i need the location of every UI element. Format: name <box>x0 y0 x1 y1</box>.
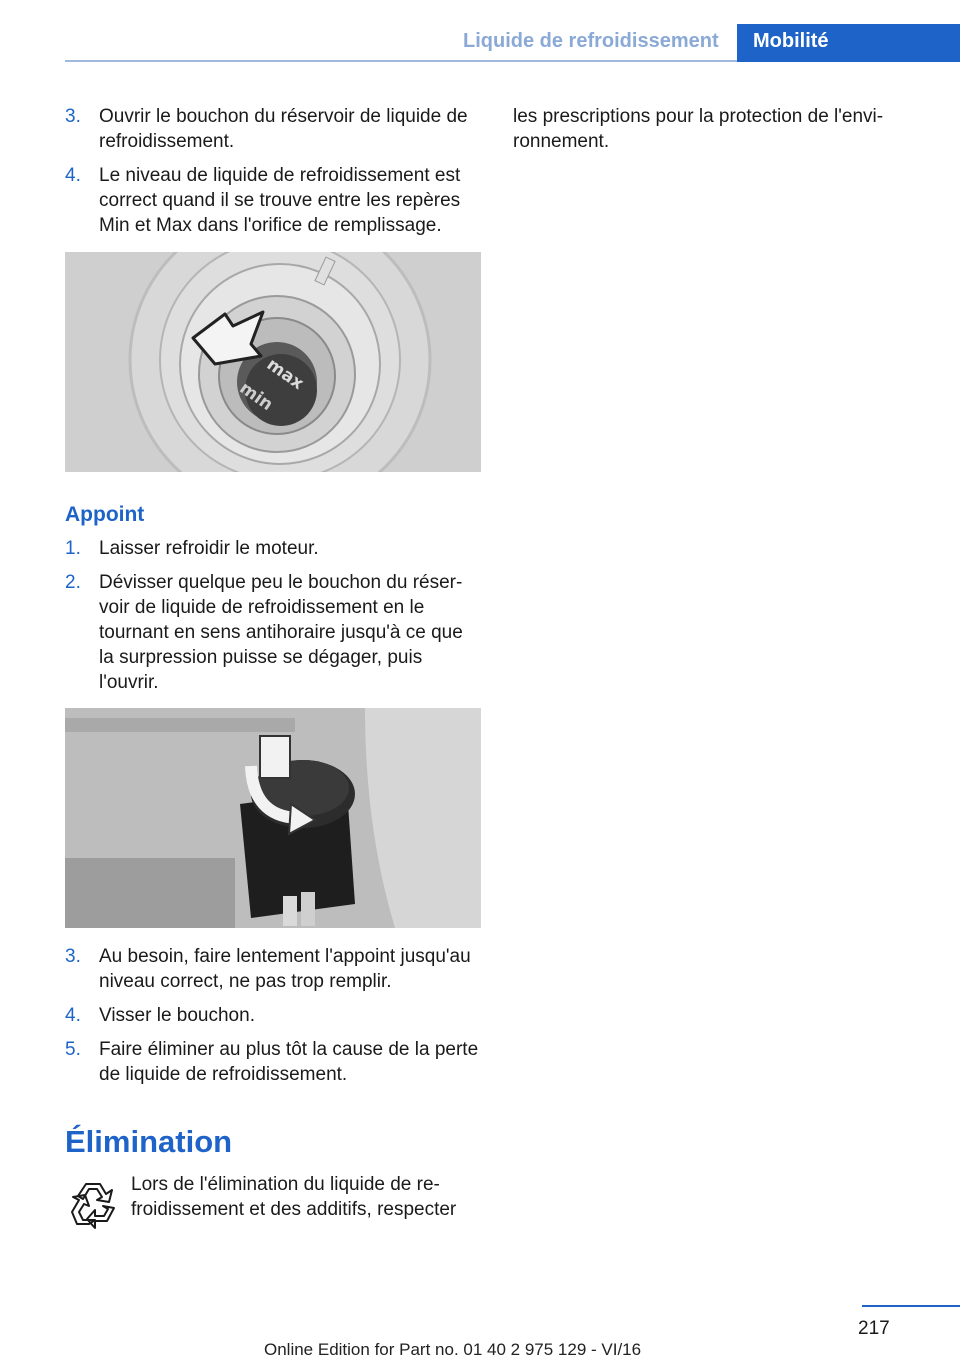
step-number: 3. <box>65 106 81 127</box>
step-text: Au besoin, faire lentement l'appoint jusqu'au niveau correct, ne pas trop remplir. <box>99 946 471 992</box>
paragraph: les prescriptions pour la protection de l'environnement. <box>513 106 884 152</box>
step-number: 1. <box>65 538 81 559</box>
step-number: 4. <box>65 1005 81 1026</box>
step-number: 4. <box>65 165 81 186</box>
footer-rule <box>862 1305 960 1307</box>
list-item <box>65 163 481 238</box>
filler-neck-figure <box>65 252 481 472</box>
list-item <box>65 104 481 154</box>
recycle-icon <box>65 1178 121 1230</box>
step-number: 2. <box>65 572 81 593</box>
header-chapter-label: Mobilité <box>753 30 829 52</box>
appoint-steps-after <box>65 944 481 1096</box>
list-item <box>65 570 481 695</box>
list-item <box>65 944 481 994</box>
appoint-heading: Appoint <box>65 503 145 526</box>
expansion-tank-figure <box>65 708 481 928</box>
paragraph: Lors de l'élimination du liquide de refroidissement et des additifs, respecter <box>131 1174 457 1220</box>
list-item <box>65 1003 481 1028</box>
step-text: Laisser refroidir le moteur. <box>99 538 319 559</box>
step-number: 3. <box>65 946 81 967</box>
max-mark: max <box>262 354 308 395</box>
step-text: Faire éliminer au plus tôt la cause de la perte de liquide de refroidissement. <box>99 1039 479 1085</box>
step-text: Le niveau de liquide de refroidissement est correct quand il se trouve entre les repères Min et Max dans l'orifice de remplissage. <box>99 165 461 236</box>
min-mark: min <box>235 378 277 416</box>
right-column <box>513 104 929 154</box>
footer-edition: Online Edition for Part no. 01 40 2 975 129 - VI/16 <box>264 1340 642 1359</box>
step-text: Ouvrir le bouchon du réservoir de liquide de refroidissement. <box>99 106 468 152</box>
header-section-title: Liquide de refroidissement <box>463 30 719 52</box>
appoint-steps <box>65 536 481 704</box>
header-chapter-tab <box>737 24 960 62</box>
elimination-heading: Élimination <box>65 1124 233 1159</box>
list-item <box>65 536 481 561</box>
step-number: 5. <box>65 1039 81 1060</box>
step-text: Visser le bouchon. <box>99 1005 255 1026</box>
list-item <box>65 1037 481 1087</box>
steps-top <box>65 104 481 247</box>
elimination-text <box>131 1172 481 1222</box>
page-number: 217 <box>858 1318 890 1339</box>
step-text: Dévisser quelque peu le bouchon du réservoir de liquide de refroidissement en le tournant en sens antihoraire jusqu'à ce que la surpression puisse se dégager, puis l'ouvrir. <box>99 572 463 693</box>
